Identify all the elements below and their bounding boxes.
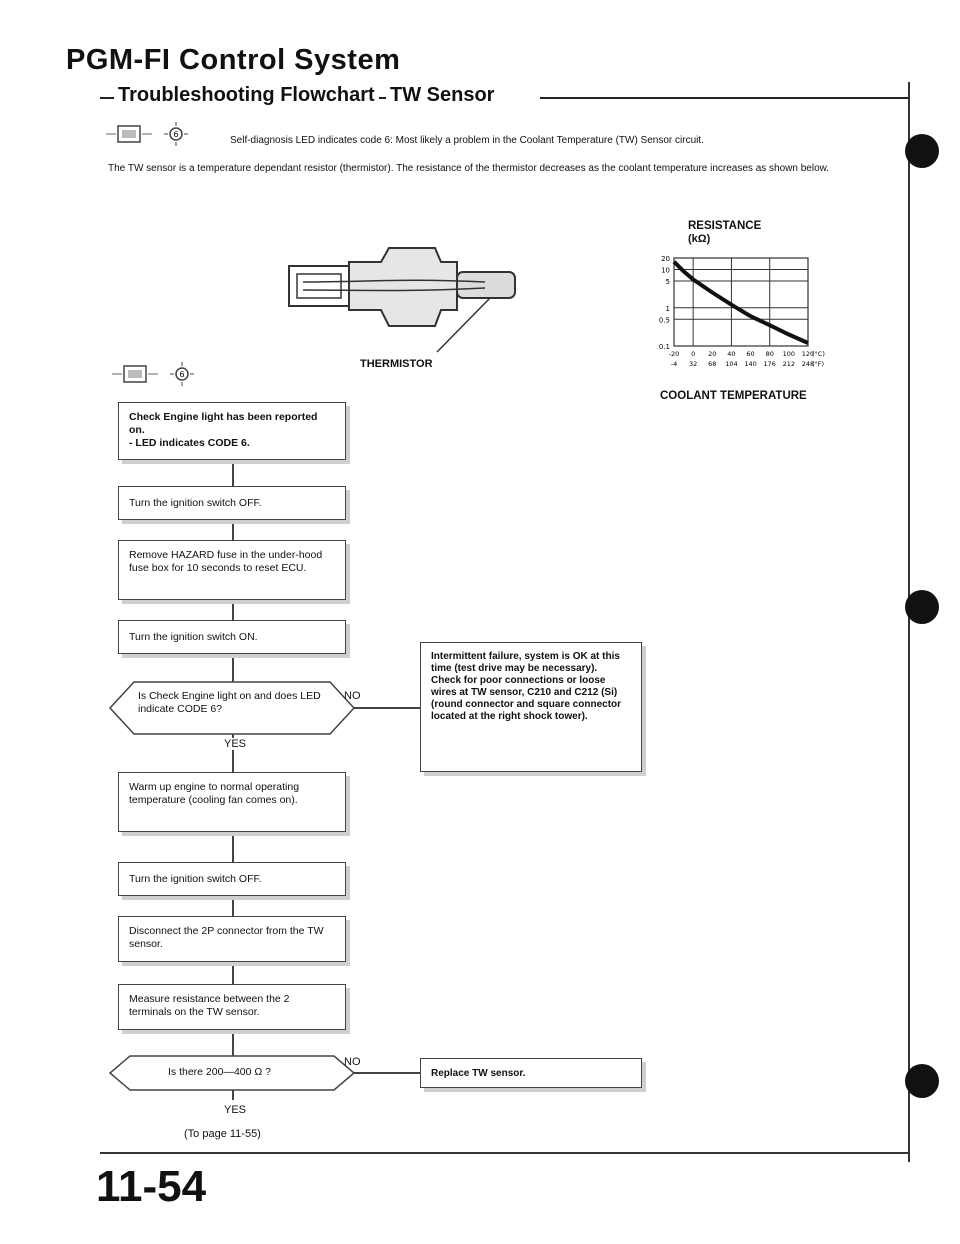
chart-x-tick-c: 100 [782,350,796,358]
self-diag-text: Self-diagnosis LED indicates code 6: Most likely a problem in the Coolant Temperature (TW) Sensor circuit. [230,135,704,146]
decision-2-no-label: NO [344,1056,361,1068]
resistance-unit: (kΩ) [688,233,711,245]
chart-x-tick-f: 140 [744,360,757,368]
decision-1-no-label: NO [344,690,361,702]
flow-step-warm-up: Warm up engine to normal operating temperature (cooling fan comes on). [118,772,346,832]
page-title: PGM-FI Control System [66,44,401,76]
bottom-rule [100,1152,910,1154]
flow-step-ignition-off: Turn the ignition switch OFF. [118,486,346,520]
thermistor-label: THERMISTOR [360,358,433,370]
resistance-label: RESISTANCE [688,220,762,232]
start-line-2: - LED indicates CODE 6. [129,437,250,449]
chart-x-tick-c: 60 [746,350,755,358]
header-rule-right [540,97,910,99]
chart-x-tick-f: 32 [689,360,698,368]
led-code-icon [104,120,194,150]
decision-1-text: Is Check Engine light on and does LED indicate CODE 6? [138,690,321,715]
chart-y-tick: 0.1 [658,343,670,351]
resistance-chart [640,250,825,390]
section-title: Troubleshooting Flowchart [114,84,379,107]
chart-x-tick-c: 80 [765,350,774,358]
page-number: 11-54 [96,1162,207,1211]
start-line-1: Check Engine light has been reported on. [129,411,318,436]
flow-step-ignition-off-2: Turn the ignition switch OFF. [118,862,346,896]
flow-start-box [118,402,346,460]
intermittent-line-2: Check for poor connections or loose wires at TW sensor, C210 and C212 (Si) (round connector and square connector located at the right shock tower). [431,675,622,722]
binder-hole-icon [905,134,939,168]
topic-title: TW Sensor [386,84,498,107]
decision-1-yes-label: YES [224,738,247,750]
chart-x-tick-f: 104 [725,360,738,368]
chart-x-unit-f: (°F) [812,360,825,368]
chart-x-tick-f: 176 [763,360,776,368]
led-code-icon [110,360,200,390]
decision-2-yes-label: YES [224,1104,247,1116]
chart-y-tick: 1 [665,304,670,313]
chart-series-line [674,262,808,343]
binder-hole-icon [905,590,939,624]
chart-x-unit-c: (°C) [812,350,825,358]
thermistor-illustration [285,232,525,362]
chart-x-tick-c: 20 [708,350,717,358]
binder-hole-icon [905,1064,939,1098]
flow-step-ignition-on: Turn the ignition switch ON. [118,620,346,654]
flow-step-remove-fuse: Remove HAZARD fuse in the under-hood fuse box for 10 seconds to reset ECU. [118,540,346,600]
chart-x-tick-f: 212 [782,360,796,368]
chart-y-tick: 5 [665,278,670,287]
section-header [100,82,910,112]
chart-x-tick-c: -20 [668,350,680,358]
chart-y-tick: 20 [661,255,670,263]
chart-x-tick-f: -4 [670,360,678,368]
intermittent-line-1: Intermittent failure, system is OK at this time (test drive may be necessary). [431,651,620,674]
chart-x-tick-c: 0 [691,350,696,358]
right-margin-rule [908,82,910,1162]
chart-y-tick: 0.5 [658,316,670,325]
flow-step-measure: Measure resistance between the 2 terminals on the TW sensor. [118,984,346,1030]
header-rule-left [100,97,114,99]
chart-y-tick: 10 [661,266,670,275]
chart-x-tick-c: 40 [727,350,736,358]
chart-x-label: COOLANT TEMPERATURE [660,390,807,402]
flow-step-disconnect: Disconnect the 2P connector from the TW sensor. [118,916,346,962]
intermittent-failure-box [420,642,642,772]
chart-x-tick-f: 248 [801,360,815,368]
code-number: 6 [173,130,179,139]
continue-text: (To page 11-55) [184,1128,261,1140]
chart-x-tick-c: 120 [801,350,815,358]
chart-x-tick-f: 68 [708,360,717,368]
intro-description: The TW sensor is a temperature dependant resistor (thermistor). The resistance of the thermistor decreases as the coolant temperature increases as shown below. [108,163,830,174]
replace-sensor-box: Replace TW sensor. [420,1058,642,1088]
decision-2-text: Is there 200—400 Ω ? [168,1066,271,1078]
code-number: 6 [179,370,185,379]
